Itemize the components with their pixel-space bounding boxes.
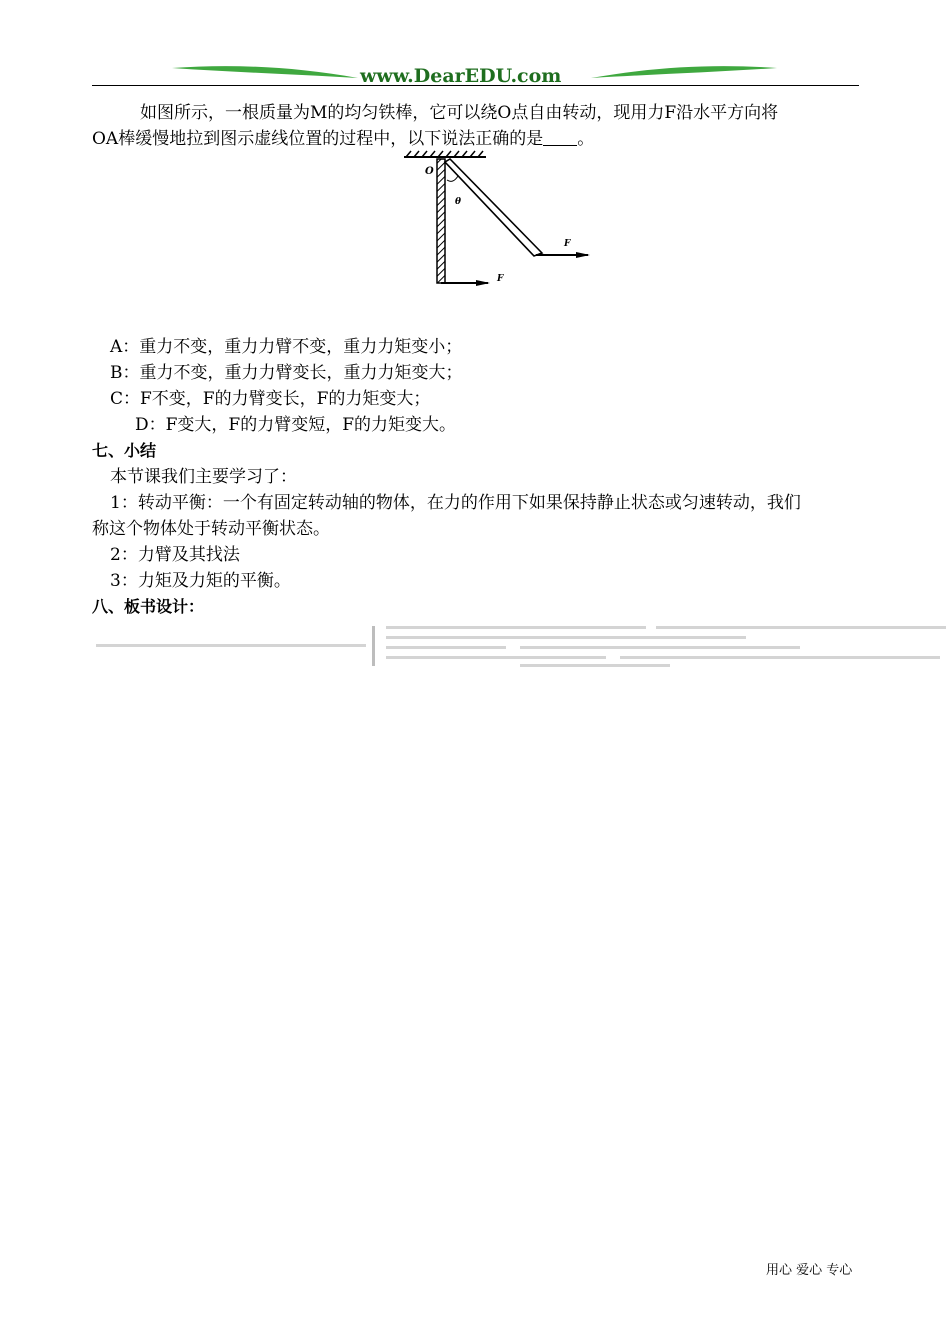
summary-item-1-line-1: 1：转动平衡：一个有固定转动轴的物体，在力的作用下如果保持静止状态或匀速转动，我们	[110, 493, 801, 513]
label-o: O	[425, 166, 434, 177]
question-line-2	[92, 126, 594, 152]
option-b: B：重力不变，重力力臂变长，重力力矩变大；	[110, 363, 463, 383]
label-f-bottom: F	[497, 274, 504, 284]
bottom-force-arrowhead	[476, 280, 490, 286]
summary-item-1-line-2: 称这个物体处于转动平衡状态。	[92, 519, 330, 539]
footer-motto: 用心 爱心 专心	[766, 1263, 853, 1278]
angle-arc	[447, 176, 458, 181]
question-line-1: 如图所示，一根质量为M的均匀铁棒，它可以绕O点自由转动，现用力F沿水平方向将	[140, 103, 779, 123]
summary-item-3: 3：力矩及力矩的平衡。	[110, 571, 291, 591]
option-a: A：重力不变，重力力臂不变，重力力矩变小；	[110, 337, 463, 357]
label-f-top: F	[564, 239, 571, 249]
summary-item-2: 2：力臂及其找法	[110, 545, 240, 565]
summary-intro: 本节课我们主要学习了：	[110, 467, 297, 487]
option-c: C：F不变，F的力臂变长，F的力矩变大；	[110, 389, 431, 409]
label-theta: θ	[455, 197, 462, 207]
section-8-title: 八、板书设计：	[92, 597, 205, 616]
answer-blank	[543, 131, 577, 146]
question-line-2-end: 。	[577, 129, 595, 149]
page-header	[92, 62, 859, 88]
vertical-rod	[437, 159, 445, 283]
option-d: D：F变大，F的力臂变短，F的力矩变大。	[135, 415, 457, 435]
board-design-image	[90, 622, 948, 670]
left-swoosh-icon	[170, 62, 360, 82]
section-7-title: 七、小结	[92, 441, 157, 460]
header-rule	[92, 85, 859, 86]
right-swoosh-icon	[589, 62, 779, 82]
site-logo-text: www.DearEDU.com	[360, 65, 562, 87]
question-line-2-text: OA棒缓慢地拉到图示虚线位置的过程中，以下说法正确的是	[92, 129, 544, 149]
slanted-rod	[445, 159, 542, 256]
top-force-arrowhead	[576, 252, 590, 258]
lever-diagram	[400, 150, 600, 290]
